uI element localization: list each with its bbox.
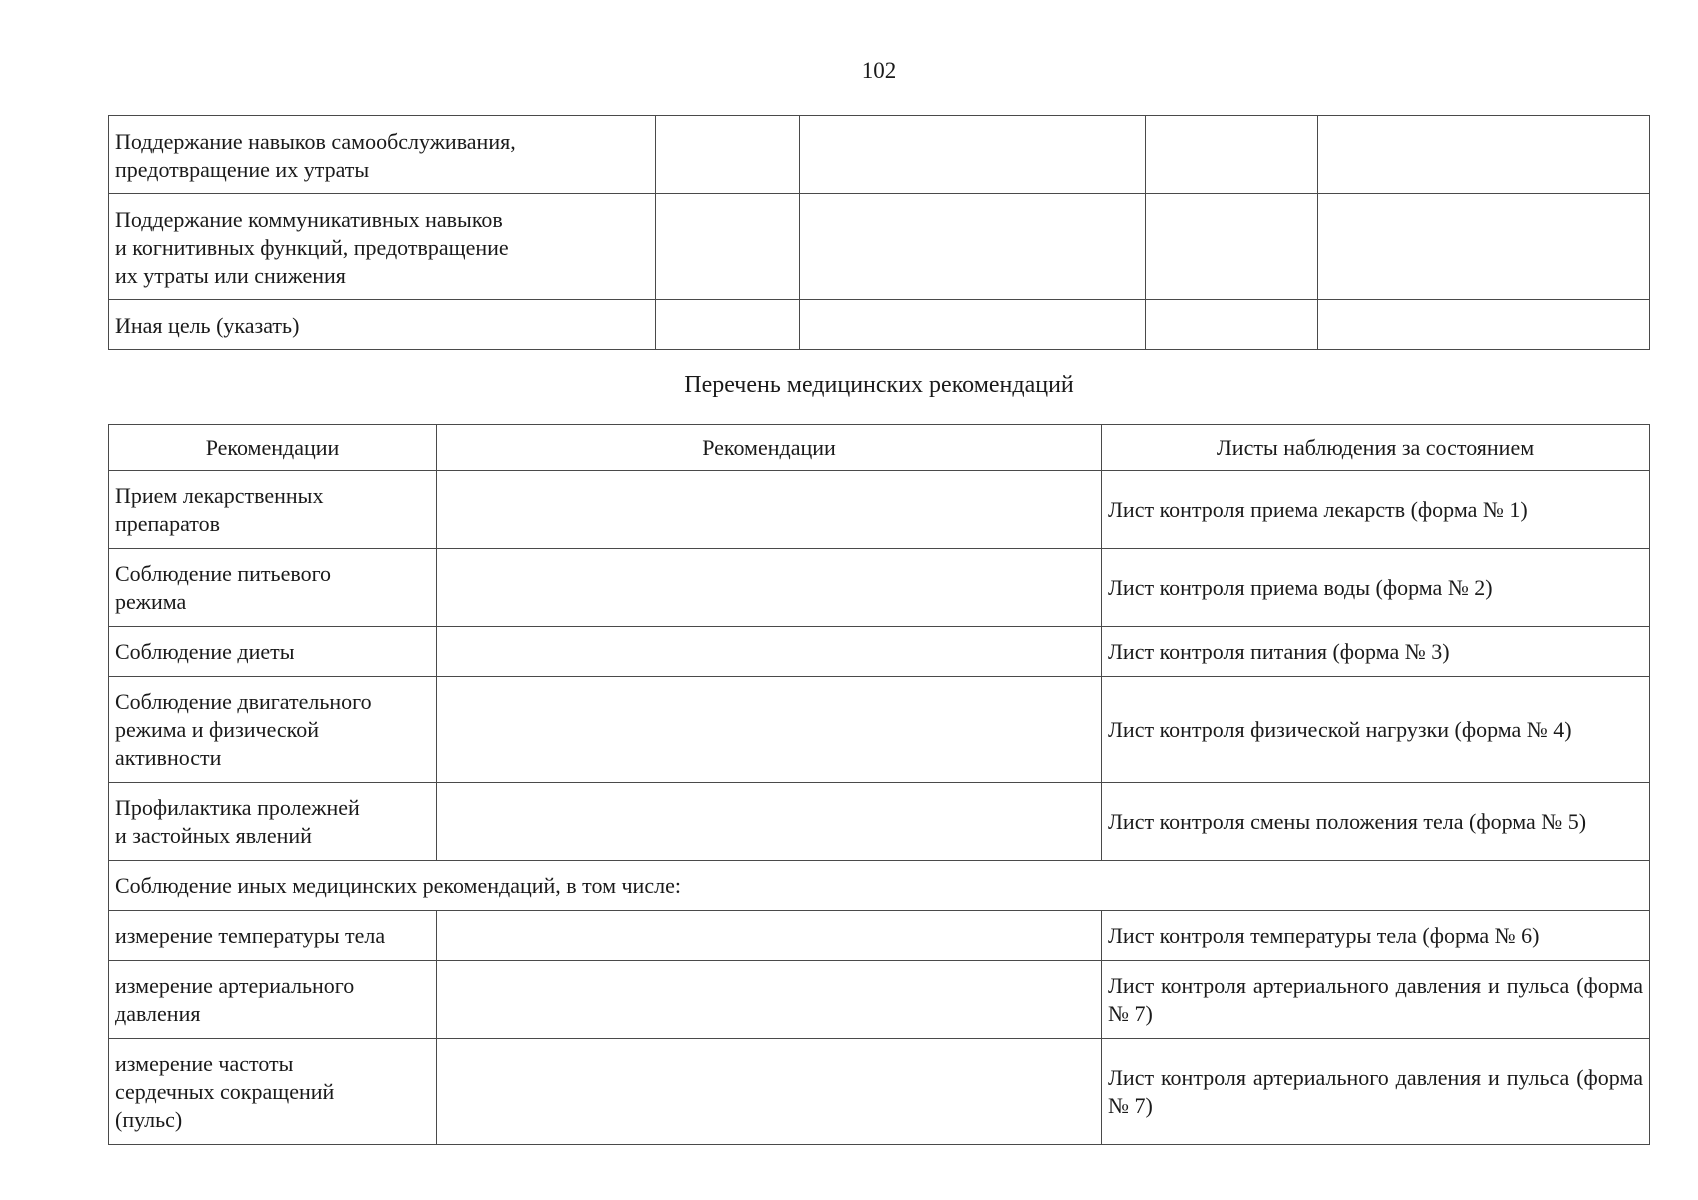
- goal-input-cell[interactable]: [656, 116, 800, 194]
- recommendations-table: [108, 424, 1650, 1145]
- goal-input-cell[interactable]: [1318, 300, 1650, 350]
- goal-input-cell[interactable]: [656, 300, 800, 350]
- table-row: [109, 627, 1650, 677]
- page-number: 102: [861, 58, 897, 83]
- recommendation-value[interactable]: [437, 627, 1102, 677]
- recommendation-name: измерение температуры тела: [109, 911, 437, 961]
- table-row: [109, 961, 1650, 1039]
- observation-sheet: Лист контроля физической нагрузки (форма № 4): [1102, 677, 1650, 783]
- observation-sheet: Лист контроля артериального давления и пульса (форма № 7): [1102, 961, 1650, 1039]
- recommendation-value[interactable]: [437, 1039, 1102, 1145]
- goal-label: Поддержание коммуникативных навыков и когнитивных функций, предотвращение их утраты или снижения: [115, 207, 509, 288]
- table-row: [109, 1039, 1650, 1145]
- goal-label-cell: [109, 300, 656, 350]
- recommendation-value[interactable]: [437, 911, 1102, 961]
- recommendation-name: Прием лекарственных препаратов: [109, 471, 437, 549]
- table-row: [109, 549, 1650, 627]
- observation-sheet: Лист контроля приема воды (форма № 2): [1102, 549, 1650, 627]
- goal-input-cell[interactable]: [1146, 116, 1318, 194]
- observation-sheet: Лист контроля артериального давления и пульса (форма № 7): [1102, 1039, 1650, 1145]
- goal-input-cell[interactable]: [1318, 194, 1650, 300]
- goal-input-cell[interactable]: [800, 116, 1146, 194]
- goal-input-cell[interactable]: [1146, 194, 1318, 300]
- other-recommendations-label: Соблюдение иных медицинских рекомендаций, в том числе:: [109, 861, 1650, 911]
- recommendation-value[interactable]: [437, 783, 1102, 861]
- recommendation-value[interactable]: [437, 961, 1102, 1039]
- recommendation-name: измерение артериального давления: [109, 961, 437, 1039]
- observation-sheet: Лист контроля температуры тела (форма № 6): [1102, 911, 1650, 961]
- goal-input-cell[interactable]: [1318, 116, 1650, 194]
- column-header: Листы наблюдения за состоянием: [1102, 425, 1650, 471]
- table-row: [109, 783, 1650, 861]
- table-row: [109, 194, 1650, 300]
- table-row: [109, 300, 1650, 350]
- recommendation-name: Соблюдение диеты: [109, 627, 437, 677]
- table-row: [109, 471, 1650, 549]
- recommendation-value[interactable]: [437, 471, 1102, 549]
- table-row: [109, 911, 1650, 961]
- goal-label: Иная цель (указать): [115, 313, 300, 338]
- other-recommendations-row: [109, 861, 1650, 911]
- recommendation-name: измерение частоты сердечных сокращений (пульс): [109, 1039, 437, 1145]
- column-header: Рекомендации: [109, 425, 437, 471]
- recommendation-name: Профилактика пролежней и застойных явлений: [109, 783, 437, 861]
- goals-table: [108, 115, 1650, 350]
- observation-sheet: Лист контроля смены положения тела (форма № 5): [1102, 783, 1650, 861]
- recommendation-name: Соблюдение двигательного режима и физической активности: [109, 677, 437, 783]
- goal-input-cell[interactable]: [1146, 300, 1318, 350]
- column-header: Рекомендации: [437, 425, 1102, 471]
- goal-label-cell: [109, 194, 656, 300]
- recommendation-value[interactable]: [437, 549, 1102, 627]
- goal-input-cell[interactable]: [800, 300, 1146, 350]
- goal-input-cell[interactable]: [800, 194, 1146, 300]
- goal-input-cell[interactable]: [656, 194, 800, 300]
- goal-label: Поддержание навыков самообслуживания, предотвращение их утраты: [115, 129, 516, 182]
- goal-label-cell: [109, 116, 656, 194]
- observation-sheet: Лист контроля питания (форма № 3): [1102, 627, 1650, 677]
- observation-sheet: Лист контроля приема лекарств (форма № 1): [1102, 471, 1650, 549]
- table-row: [109, 677, 1650, 783]
- recommendation-name: Соблюдение питьевого режима: [109, 549, 437, 627]
- table-row: [109, 116, 1650, 194]
- section-title: Перечень медицинских рекомендаций: [684, 372, 1074, 398]
- table-header-row: [109, 425, 1650, 471]
- recommendation-value[interactable]: [437, 677, 1102, 783]
